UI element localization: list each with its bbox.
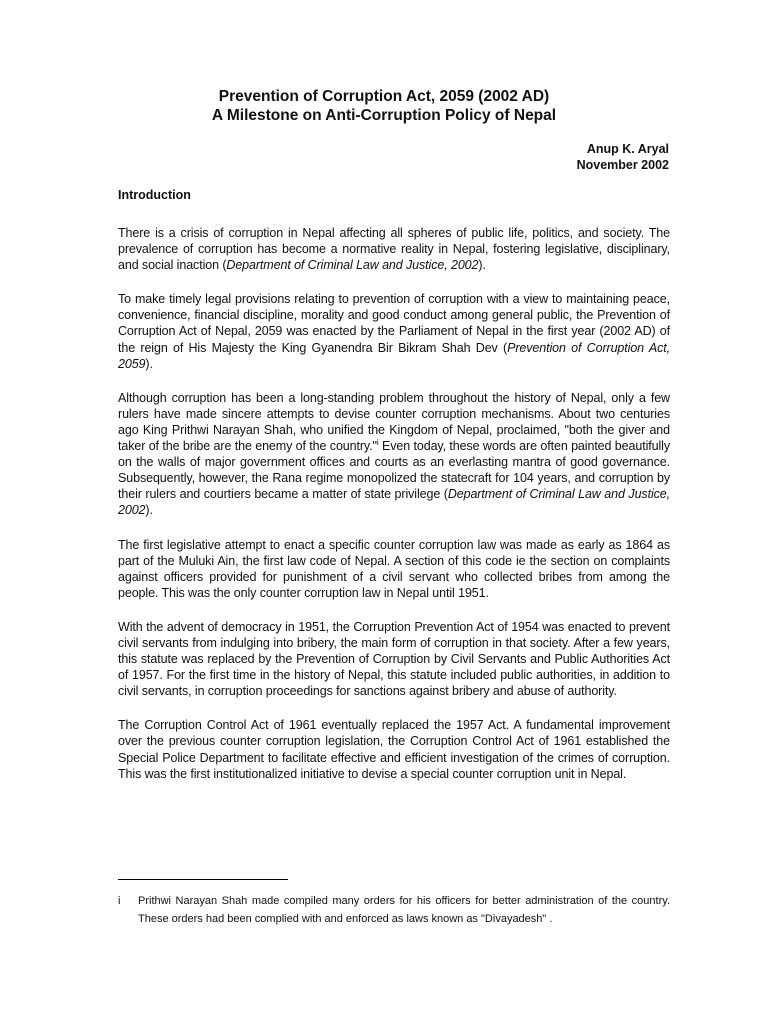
paragraph-1: There is a crisis of corruption in Nepal affecting all spheres of public life, politics, and society. The prevalence of corruption has become a normative reality in Nepal, fostering legislative, disciplinary, and social inaction (Department of Criminal Law and Justice, 2002).: [118, 226, 670, 273]
footnote-reference: i: [376, 437, 379, 447]
citation: Prevention of Corruption Act, 2059: [118, 340, 671, 371]
footnote-separator: [118, 879, 288, 880]
title-block: [0, 87, 768, 125]
document-title: Prevention of Corruption Act, 2059 (2002 AD): [218, 88, 550, 105]
footnote-text: Prithwi Narayan Shah made compiled many orders for his officers for better administration of the country. These orders had been complied with and enforced as laws known as "Divayadesh" .: [138, 895, 670, 925]
paragraph-4: The first legislative attempt to enact a specific counter corruption law was made as early as 1864 as part of the Muluki Ain, the first law code of Nepal. A section of this code ie the section on complaints against officers provided for punishment of a civil servant who collected bribes from among the people. This was the only counter corruption law in Nepal until 1951.: [118, 537, 670, 600]
paragraph-3: Although corruption has been a long-standing problem throughout the history of Nepal, only a few rulers have made sincere attempts to devise counter corruption mechanisms. About two centuries ago King Prithwi Narayan Shah, who unified the Kingdom of Nepal, proclaimed, "both the giver and taker of the bribe are the enemy of the country."$^i$ Even today, these words are often painted beautifully on the walls of major government offices and courts as an everlasting mantra of good governance. Subsequently, however, the Rana regime monopolized the statecraft for 104 years, and corruption by their rulers and courtiers became a matter of state privilege (Department of Criminal Law and Justice, 2002).: [118, 390, 671, 518]
citation: Department of Criminal Law and Justice, 2002: [226, 258, 479, 273]
author-block: [577, 141, 669, 173]
document-date: November 2002: [576, 158, 669, 172]
section-heading: Introduction: [118, 188, 191, 202]
footnote-marker: i: [118, 895, 121, 907]
footnote: [118, 893, 670, 928]
paragraph-5: With the advent of democracy in 1951, the Corruption Prevention Act of 1954 was enacted to prevent civil servants from indulging into bribery, the main form of corruption in that society. After a few years, this statute was replaced by the Prevention of Corruption by Civil Servants and Public Authorities Act of 1957. For the first time in the history of Nepal, this statute included public authorities, in addition to civil servants, in corruption proceedings for sanctions against bribery and abuse of authority.: [118, 619, 670, 699]
author-name: Anup K. Aryal: [586, 142, 669, 156]
document-subtitle: A Milestone on Anti-Corruption Policy of Nepal: [211, 107, 557, 124]
citation: Department of Criminal Law and Justice, 2002: [118, 487, 671, 518]
paragraph-6: The Corruption Control Act of 1961 eventually replaced the 1957 Act. A fundamental improvement over the previous counter corruption legislation, the Corruption Control Act of 1961 established the Special Police Department to facilitate effective and efficient investigation of the crimes of corruption. This was the first institutionalized initiative to devise a special counter corruption unit in Nepal.: [118, 718, 670, 781]
body-text: [118, 225, 670, 800]
paragraph-2: To make timely legal provisions relating to prevention of corruption with a view to maintaining peace, convenience, financial discipline, morality and good conduct among general public, the Prevention of Corruption Act of Nepal, 2059 was enacted by the Parliament of Nepal in the first year (2002 AD) of the reign of His Majesty the King Gyanendra Bir Bikram Shah Dev (Prevention of Corruption Act, 2059).: [118, 292, 671, 371]
